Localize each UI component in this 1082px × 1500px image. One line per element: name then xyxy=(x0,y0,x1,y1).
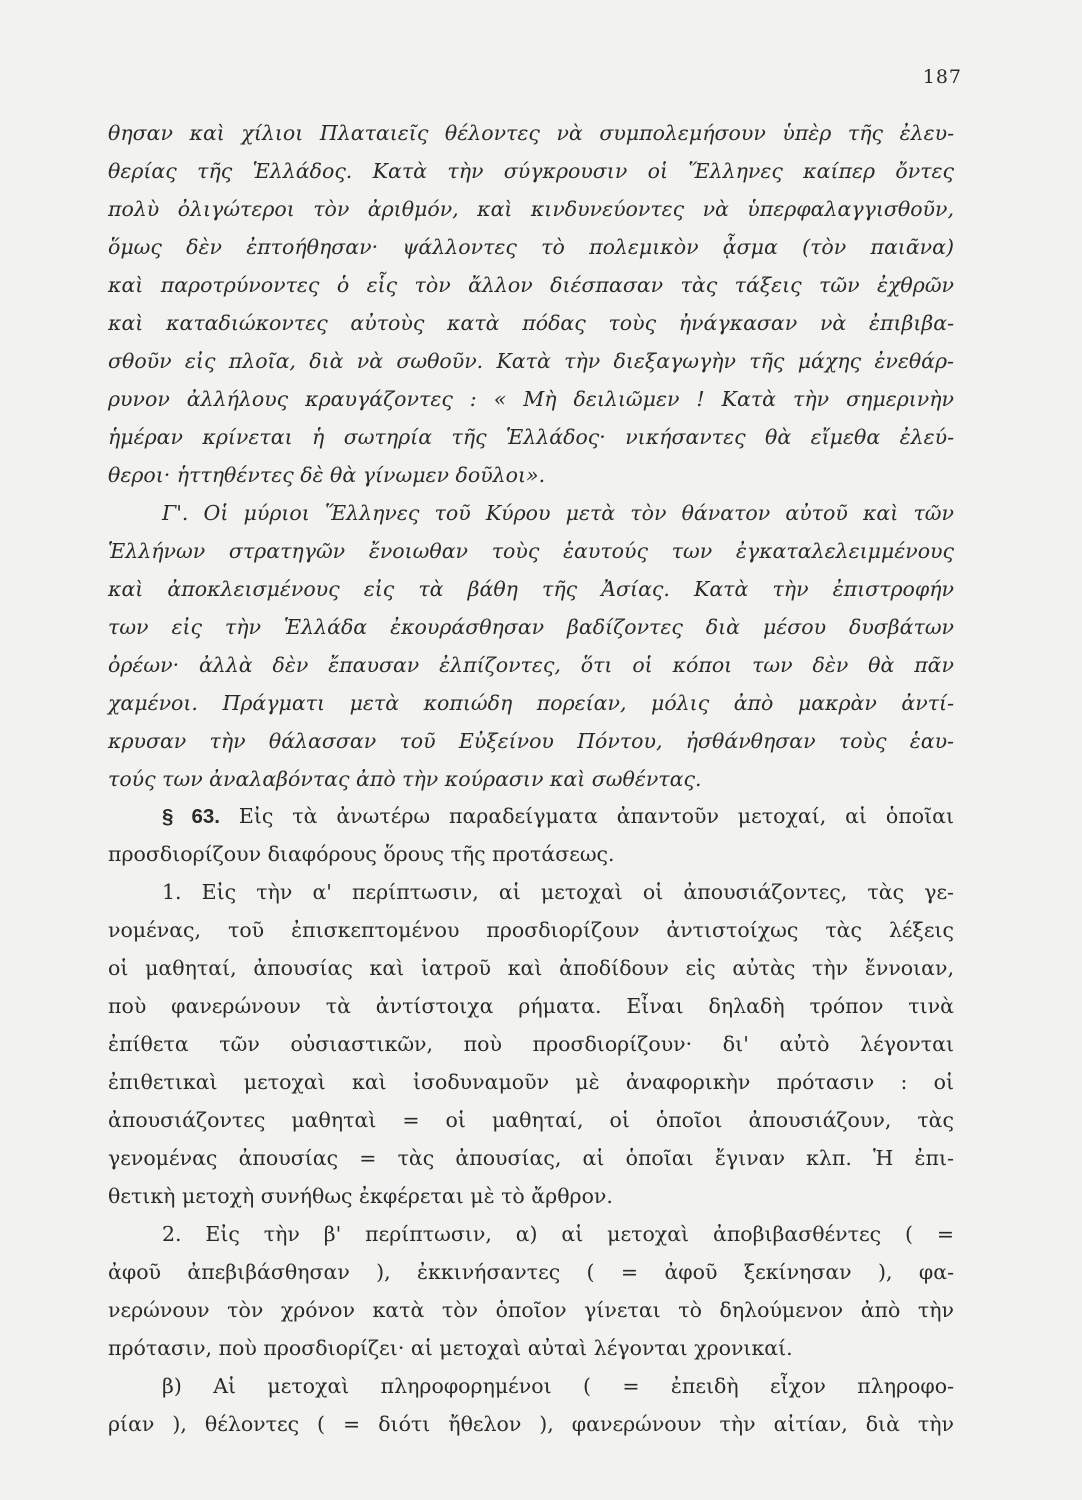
text-segment: Εἰς τὰ ἀνωτέρω παραδείγματα ἀπαντοῦν μετοχαί, αἱ ὁποῖαι xyxy=(238,804,954,828)
text-line: ἡμέραν κρίνεται ἡ σωτηρία τῆς Ἑλλάδος· νικήσαντες θὰ εἴμεθα ἐλεύ- xyxy=(108,425,954,449)
text-line: θεροι· ἡττηθέντες δὲ θὰ γίνωμεν δοῦλοι». xyxy=(108,463,546,487)
text-line: καὶ ἀποκλεισμένους εἰς τὰ βάθη τῆς Ἀσίας. Κατὰ τὴν ἐπιστροφήν xyxy=(108,577,954,601)
text-line: σθοῦν εἰς πλοῖα, διὰ νὰ σωθοῦν. Κατὰ τὴν διεξαγωγὴν τῆς μάχης ἐνεθάρ- xyxy=(108,349,954,373)
text-line: καὶ παροτρύνοντες ὁ εἷς τὸν ἄλλον διέσπασαν τὰς τάξεις τῶν ἐχθρῶν xyxy=(108,273,954,297)
text-line: Ἑλλήνων στρατηγῶν ἔνοιωθαν τοὺς ἑαυτούς των ἐγκαταλελειμμένους xyxy=(108,539,954,563)
text-line: γενομένας ἀπουσίας = τὰς ἀπουσίας, αἱ ὁποῖαι ἔγιναν κλπ. Ἡ ἐπι- xyxy=(108,1146,954,1170)
text-line: θετικὴ μετοχὴ συνήθως ἐκφέρεται μὲ τὸ ἄρθρον. xyxy=(108,1184,613,1208)
page-number: 187 xyxy=(922,66,962,88)
text-line: προσδιορίζουν διαφόρους ὅρους τῆς προτάσεως. xyxy=(108,842,615,866)
text-line: χαμένοι. Πράγματι μετὰ κοπιώδη πορείαν, μόλις ἀπὸ μακρὰν ἀντί- xyxy=(108,691,954,715)
text-line: ἀφοῦ ἀπεβιβάσθησαν ), ἐκκινήσαντες ( = ἀφοῦ ξεκίνησαν ), φα- xyxy=(108,1260,954,1284)
text-line: οἱ μαθηταί, ἀπουσίας καὶ ἰατροῦ καὶ ἀποδίδουν εἰς αὐτὰς τὴν ἔννοιαν, xyxy=(108,956,954,980)
text-line: 1. Εἰς τὴν α' περίπτωσιν, αἱ μετοχαὶ οἱ ἀπουσιάζοντες, τὰς γε- xyxy=(162,880,954,904)
text-line: ἀπουσιάζοντες μαθηταὶ = οἱ μαθηταί, οἱ ὁποῖοι ἀπουσιάζουν, τὰς xyxy=(108,1108,954,1132)
text-line: 2. Εἰς τὴν β' περίπτωσιν, α) αἱ μετοχαὶ ἀποβιβασθέντες ( = xyxy=(162,1222,954,1246)
text-line: ὅμως δὲν ἐπτοήθησαν· ψάλλοντες τὸ πολεμικὸν ᾆσμα (τὸν παιᾶνα) xyxy=(108,235,954,259)
text-line: ἐπίθετα τῶν οὐσιαστικῶν, ποὺ προσδιορίζουν· δι' αὐτὸ λέγονται xyxy=(108,1032,954,1056)
text-line: καὶ καταδιώκοντες αὐτοὺς κατὰ πόδας τοὺς ἠνάγκασαν νὰ ἐπιβιβα- xyxy=(108,311,954,335)
text-line: Γ'. Οἱ μύριοι Ἕλληνες τοῦ Κύρου μετὰ τὸν θάνατον αὐτοῦ καὶ τῶν xyxy=(162,501,954,525)
text-line: ρίαν ), θέλοντες ( = διότι ἤθελον ), φανερώνουν τὴν αἰτίαν, διὰ τὴν xyxy=(108,1412,954,1436)
text-line: πολὺ ὀλιγώτεροι τὸν ἀριθμόν, καὶ κινδυνεύοντες νὰ ὑπερφαλαγγισθοῦν, xyxy=(108,197,954,221)
text-line: θησαν καὶ χίλιοι Πλαταιεῖς θέλοντες νὰ συμπολεμήσουν ὑπὲρ τῆς ἐλευ- xyxy=(108,121,954,145)
text-line: θερίας τῆς Ἑλλάδος. Κατὰ τὴν σύγκρουσιν οἱ Ἕλληνες καίπερ ὄντες xyxy=(108,159,954,183)
text-line: β) Αἱ μετοχαὶ πληροφορημένοι ( = ἐπειδὴ εἶχον πληροφο- xyxy=(162,1374,954,1398)
text-line: ὀρέων· ἀλλὰ δὲν ἔπαυσαν ἐλπίζοντες, ὅτι οἱ κόποι των δὲν θὰ πᾶν xyxy=(108,653,954,677)
text-line: νομένας, τοῦ ἐπισκεπτομένου προσδιορίζουν ἀντιστοίχως τὰς λέξεις xyxy=(108,918,954,942)
text-line: πρότασιν, ποὺ προσδιορίζει· αἱ μετοχαὶ αὐταὶ λέγονται χρονικαί. xyxy=(108,1336,793,1360)
text-line: ἐπιθετικαὶ μετοχαὶ καὶ ἰσοδυναμοῦν μὲ ἀναφορικὴν πρότασιν : οἱ xyxy=(108,1070,954,1094)
text-line: ποὺ φανερώνουν τὰ ἀντίστοιχα ρήματα. Εἶναι δηλαδὴ τρόπον τινὰ xyxy=(108,994,954,1018)
text-line: των εἰς τὴν Ἑλλάδα ἐκουράσθησαν βαδίζοντες διὰ μέσου δυσβάτων xyxy=(108,615,954,639)
section-number: § 63. xyxy=(162,805,220,828)
section-line xyxy=(108,800,954,832)
text-line: τούς των ἀναλαβόντας ἀπὸ τὴν κούρασιν καὶ σωθέντας. xyxy=(108,767,702,791)
text-line: ρυνον ἀλλήλους κραυγάζοντες : « Μὴ δειλιῶμεν ! Κατὰ τὴν σημερινὴν xyxy=(108,387,954,411)
text-line: κρυσαν τὴν θάλασσαν τοῦ Εὐξείνου Πόντου, ἠσθάνθησαν τοὺς ἑαυ- xyxy=(108,729,954,753)
text-line: νερώνουν τὸν χρόνον κατὰ τὸν ὁποῖον γίνεται τὸ δηλούμενον ἀπὸ τὴν xyxy=(108,1298,954,1322)
